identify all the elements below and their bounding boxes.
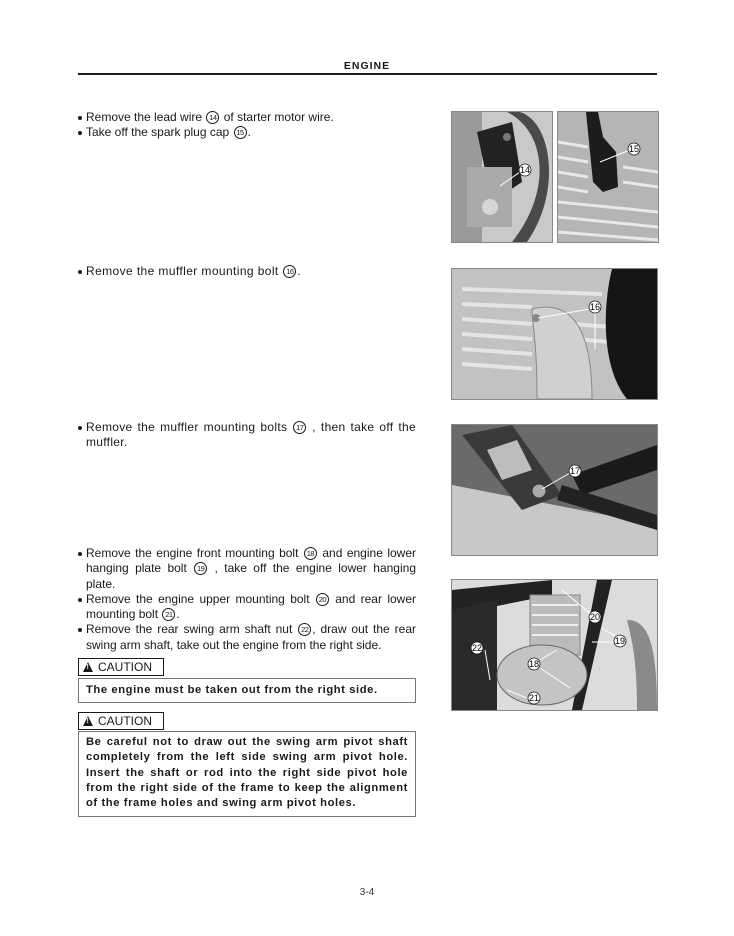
step-text: , then take off the muffler. xyxy=(86,420,416,450)
photo-callout: 17 xyxy=(569,466,581,476)
step-text: Remove the engine upper mounting bolt xyxy=(86,591,315,606)
step-group-3 xyxy=(78,420,416,451)
caution-label-text: CAUTION xyxy=(98,714,152,728)
step-text: Remove the engine front mounting bolt xyxy=(86,546,303,560)
section-title: ENGINE xyxy=(343,60,391,72)
step-text: , take off the engine lower hanging plate. xyxy=(86,561,416,591)
photo-callout: 14 xyxy=(519,165,531,175)
photo-callout: 19 xyxy=(614,636,626,646)
caution-box-2: Be careful not to draw out the swing arm pivot shaft completely from the left side swing arm pivot hole. Insert the shaft or rod into the right side pivot hole from the right side of the frame to keep the alignment of the frame holes and swing arm pivot holes. xyxy=(78,731,416,817)
step-muffler-off xyxy=(78,420,416,451)
callout-number: 22 xyxy=(298,623,311,636)
photo-spark-plug-cap xyxy=(557,111,659,243)
photo-muffler-mounting-bolt xyxy=(451,268,658,400)
step-text: . xyxy=(247,125,251,140)
step-group-4 xyxy=(78,546,416,653)
photo-callout: 16 xyxy=(589,302,601,312)
callout-number: 16 xyxy=(283,265,296,278)
callout-number: 14 xyxy=(206,111,219,124)
step-text: . xyxy=(297,264,302,278)
step-upper-mounting-bolt xyxy=(78,592,416,623)
photo-engine-mounting xyxy=(451,579,658,711)
step-spark-plug-cap xyxy=(78,125,416,140)
photo-callout: 20 xyxy=(589,612,601,622)
step-text: Take off the spark plug cap xyxy=(86,125,233,140)
step-text: Remove the muffler mounting bolts xyxy=(86,420,293,434)
step-group-2 xyxy=(78,264,416,279)
photo-callout: 21 xyxy=(528,693,540,703)
callout-number: 19 xyxy=(194,562,207,575)
step-muffler-bolt xyxy=(78,264,416,279)
callout-number: 17 xyxy=(293,421,306,434)
warning-triangle-icon xyxy=(83,716,93,726)
step-text: and engine lower hanging plate bolt xyxy=(86,546,416,576)
photo-callout: 18 xyxy=(528,659,540,669)
step-text: of starter motor wire. xyxy=(220,110,334,124)
step-text: Remove the lead wire xyxy=(86,110,206,124)
caution-label-text: CAUTION xyxy=(98,660,152,674)
warning-triangle-icon xyxy=(83,662,93,672)
callout-number: 18 xyxy=(304,547,317,560)
caution-label-1 xyxy=(78,658,164,676)
photo-starter-lead-wire xyxy=(451,111,553,243)
step-text: and rear lower mounting bolt xyxy=(86,591,416,622)
step-swing-arm-nut xyxy=(78,622,416,653)
step-text: . xyxy=(176,607,180,622)
header-rule xyxy=(78,73,657,75)
photo-muffler-bolts xyxy=(451,424,658,556)
step-group-1 xyxy=(78,110,416,141)
step-text: Remove the muffler mounting bolt xyxy=(86,264,283,278)
photo-callout: 15 xyxy=(628,144,640,154)
step-remove-lead-wire xyxy=(78,110,416,125)
photo-callout: 22 xyxy=(471,643,483,653)
page-number: 3-4 xyxy=(359,887,375,898)
step-text: , draw out the rear swing arm shaft, take out the engine from the right side. xyxy=(86,622,416,652)
callout-number: 20 xyxy=(316,593,329,606)
step-front-mounting-bolt xyxy=(78,546,416,592)
callout-number: 15 xyxy=(234,126,247,139)
caution-box-1: The engine must be taken out from the right side. xyxy=(78,678,416,703)
step-text: Remove the rear swing arm shaft nut xyxy=(86,622,298,637)
caution-label-2 xyxy=(78,712,164,730)
callout-number: 21 xyxy=(162,608,175,621)
